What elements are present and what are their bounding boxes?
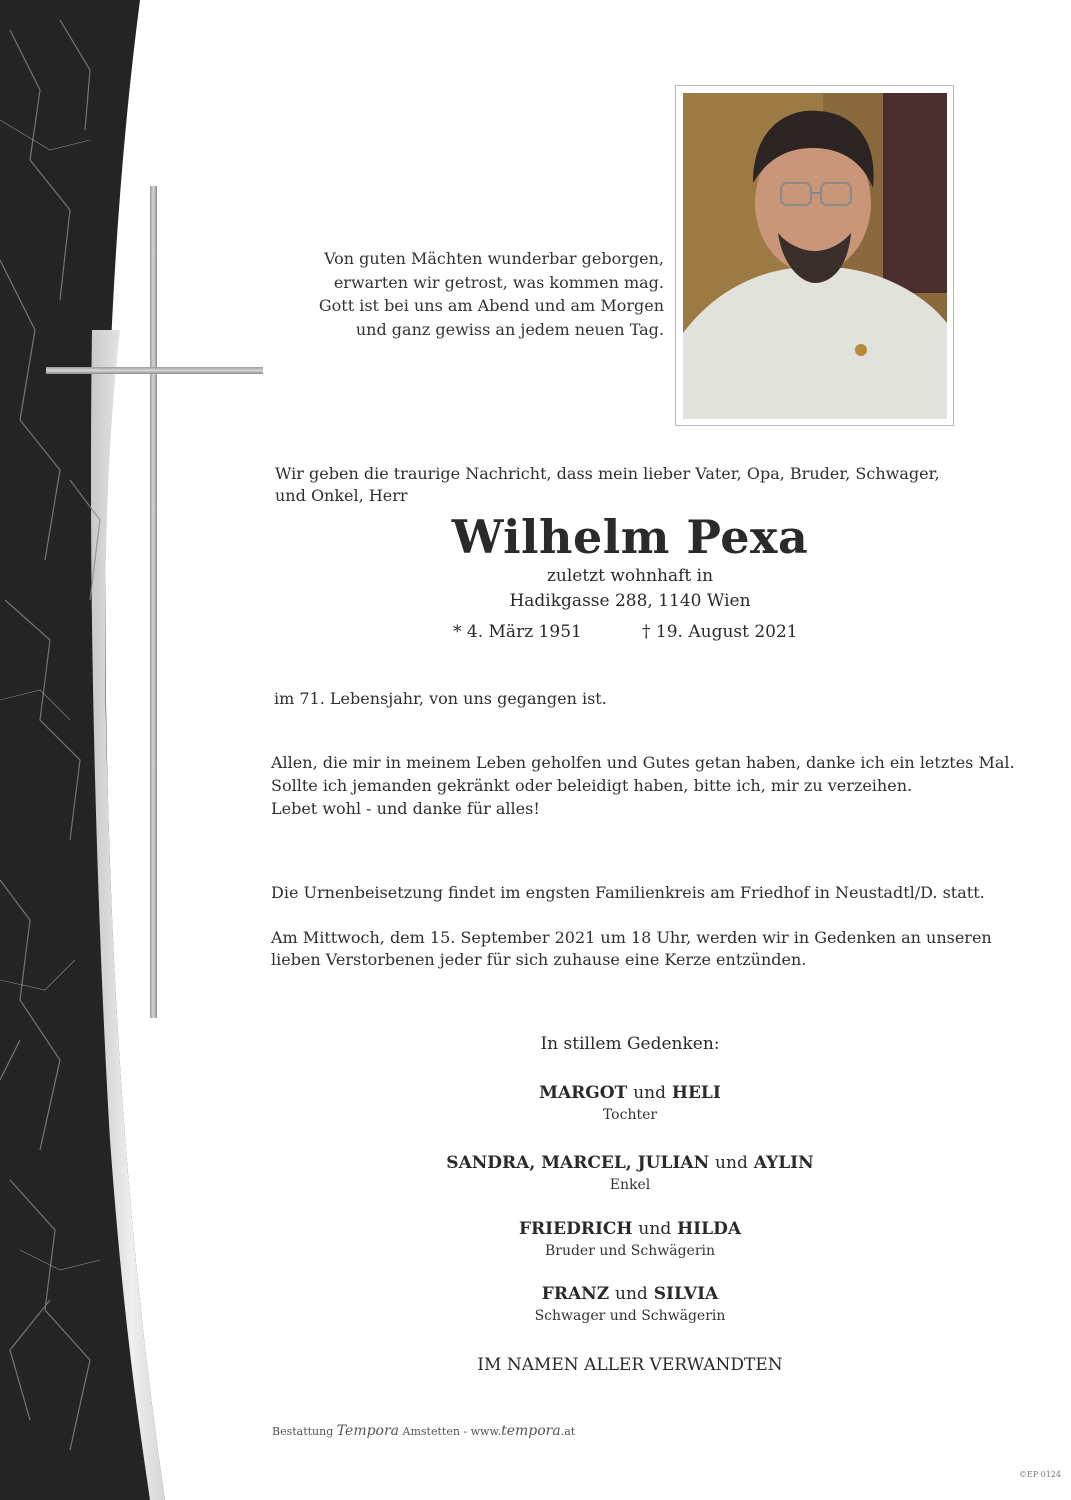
mourners-heading: In stillem Gedenken: (540, 1034, 720, 1054)
residence-label: zuletzt wohnhaft in (546, 566, 714, 586)
age-text: im 71. Lebensjahr, von uns gegangen ist. (274, 689, 607, 708)
mourner-names: FRIEDRICH und HILDA (518, 1219, 742, 1239)
mourner-relation: Bruder und Schwägerin (544, 1243, 716, 1259)
funeral-home-logo: Tempora (336, 1423, 400, 1439)
mourner-names: MARGOT und HELI (539, 1083, 721, 1103)
mourner-names: FRANZ und SILVIA (541, 1284, 719, 1304)
intro-line: Wir geben die traurige Nachricht, dass mein lieber Vater, Opa, Bruder, Schwager, (275, 464, 940, 483)
verse-line: Gott ist bei uns am Abend und am Morgen (318, 296, 664, 315)
mourner-relation: Enkel (609, 1177, 651, 1193)
verse (319, 247, 664, 341)
farewell-line: Lebet wohl - und danke für alles! (271, 799, 540, 818)
verse-line: erwarten wir getrost, was kommen mag. (333, 272, 664, 292)
deceased-name: Wilhelm Pexa (451, 510, 809, 564)
cross-vertical-bar (150, 186, 157, 1018)
cross-horizontal-bar (46, 367, 263, 374)
funeral-home-credit: Bestattung Tempora Amstetten - www.tempora.at (272, 1423, 576, 1439)
farewell-line: Sollte ich jemanden gekränkt oder beleidigt haben, bitte ich, mir zu verzeihen. (271, 776, 913, 795)
farewell-line: Allen, die mir in meinem Leben geholfen und Gutes getan haben, danke ich ein letztes Mal. (271, 753, 1015, 772)
portrait-photo (683, 93, 947, 419)
verse-line: Von guten Mächten wunderbar geborgen, (324, 249, 664, 268)
mourner-relation: Tochter (602, 1107, 658, 1123)
mourner-names: SANDRA, MARCEL, JULIAN und AYLIN (446, 1153, 814, 1173)
death-date: † 19. August 2021 (642, 622, 798, 642)
address: Hadikgasse 288, 1140 Wien (509, 591, 751, 611)
memorial-line: lieben Verstorbenen jeder für sich zuhause eine Kerze entzünden. (271, 950, 807, 969)
birth-date: * 4. März 1951 (453, 622, 582, 642)
burial-notice: Die Urnenbeisetzung findet im engsten Familienkreis am Friedhof in Neustadtl/D. statt. (271, 883, 985, 902)
memorial-line: Am Mittwoch, dem 15. September 2021 um 18 Uhr, werden wir in Gedenken an unseren (271, 928, 992, 947)
mourner-relation: Schwager und Schwägerin (534, 1308, 726, 1324)
template-code: ©EP 0124 (1018, 1470, 1061, 1479)
verse-line: und ganz gewiss an jedem neuen Tag. (355, 319, 664, 339)
portrait-frame (675, 85, 954, 426)
closing-line: IM NAMEN ALLER VERWANDTEN (477, 1355, 783, 1375)
intro-line: und Onkel, Herr (275, 486, 408, 505)
